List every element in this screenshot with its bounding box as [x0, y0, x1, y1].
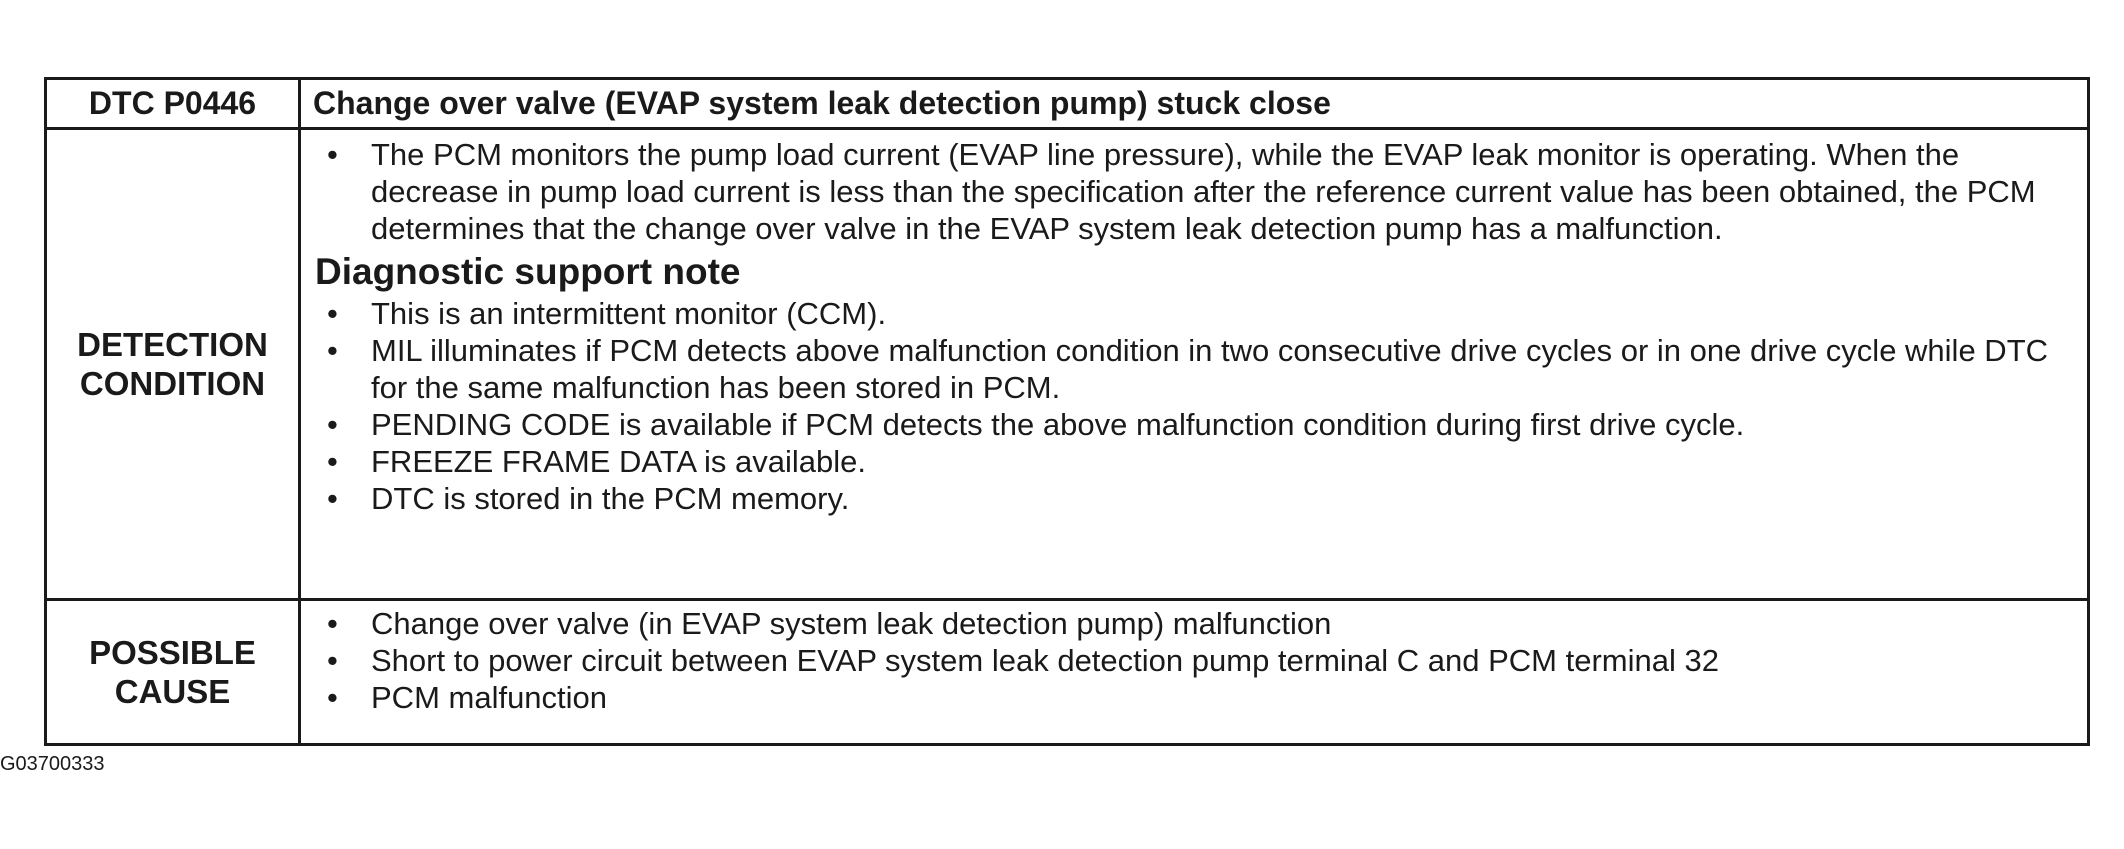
- cause-label-line2: CAUSE: [114, 673, 231, 710]
- detection-label-line1: DETECTION: [77, 326, 268, 363]
- diagnostic-note-heading: Diagnostic support note: [315, 251, 741, 292]
- list-item: • Change over valve (in EVAP system leak detection pump) malfunction: [315, 605, 2077, 642]
- list-item: • This is an intermittent monitor (CCM).: [315, 295, 2077, 332]
- cause-list: [315, 605, 2077, 716]
- cause-label-line1: POSSIBLE: [89, 634, 256, 671]
- list-item: • Short to power circuit between EVAP system leak detection pump terminal C and PCM terminal 32: [315, 642, 2077, 679]
- detection-label: [46, 129, 300, 600]
- dtc-code: DTC P0446: [46, 79, 300, 129]
- header-row: [46, 79, 2089, 129]
- list-item: • FREEZE FRAME DATA is available.: [315, 443, 2077, 480]
- list-item: • The PCM monitors the pump load current (EVAP line pressure), while the EVAP leak monitor is operating. When the decrease in pump load current is less than the specification after the reference current value has been obtained, the PCM determines that the change over valve in the EVAP system leak detection pump has a malfunction.: [315, 136, 2077, 247]
- detection-content: [300, 129, 2089, 600]
- list-item: • PENDING CODE is available if PCM detects the above malfunction condition during first drive cycle.: [315, 406, 2077, 443]
- detection-row: [46, 129, 2089, 600]
- diagnostic-note-list: [315, 295, 2077, 517]
- figure-id: G03700333: [0, 753, 105, 775]
- list-item: • MIL illuminates if PCM detects above malfunction condition in two consecutive drive cycles or in one drive cycle while DTC for the same malfunction has been stored in PCM.: [315, 332, 2077, 406]
- dtc-table: [44, 77, 2090, 746]
- cause-row: [46, 600, 2089, 745]
- detection-description-list: [315, 136, 2077, 247]
- list-item: • PCM malfunction: [315, 679, 2077, 716]
- cause-content: [300, 600, 2089, 745]
- detection-label-line2: CONDITION: [79, 365, 266, 402]
- list-item: • DTC is stored in the PCM memory.: [315, 480, 2077, 517]
- cause-label: [46, 600, 300, 745]
- dtc-title: Change over valve (EVAP system leak detection pump) stuck close: [300, 79, 2089, 129]
